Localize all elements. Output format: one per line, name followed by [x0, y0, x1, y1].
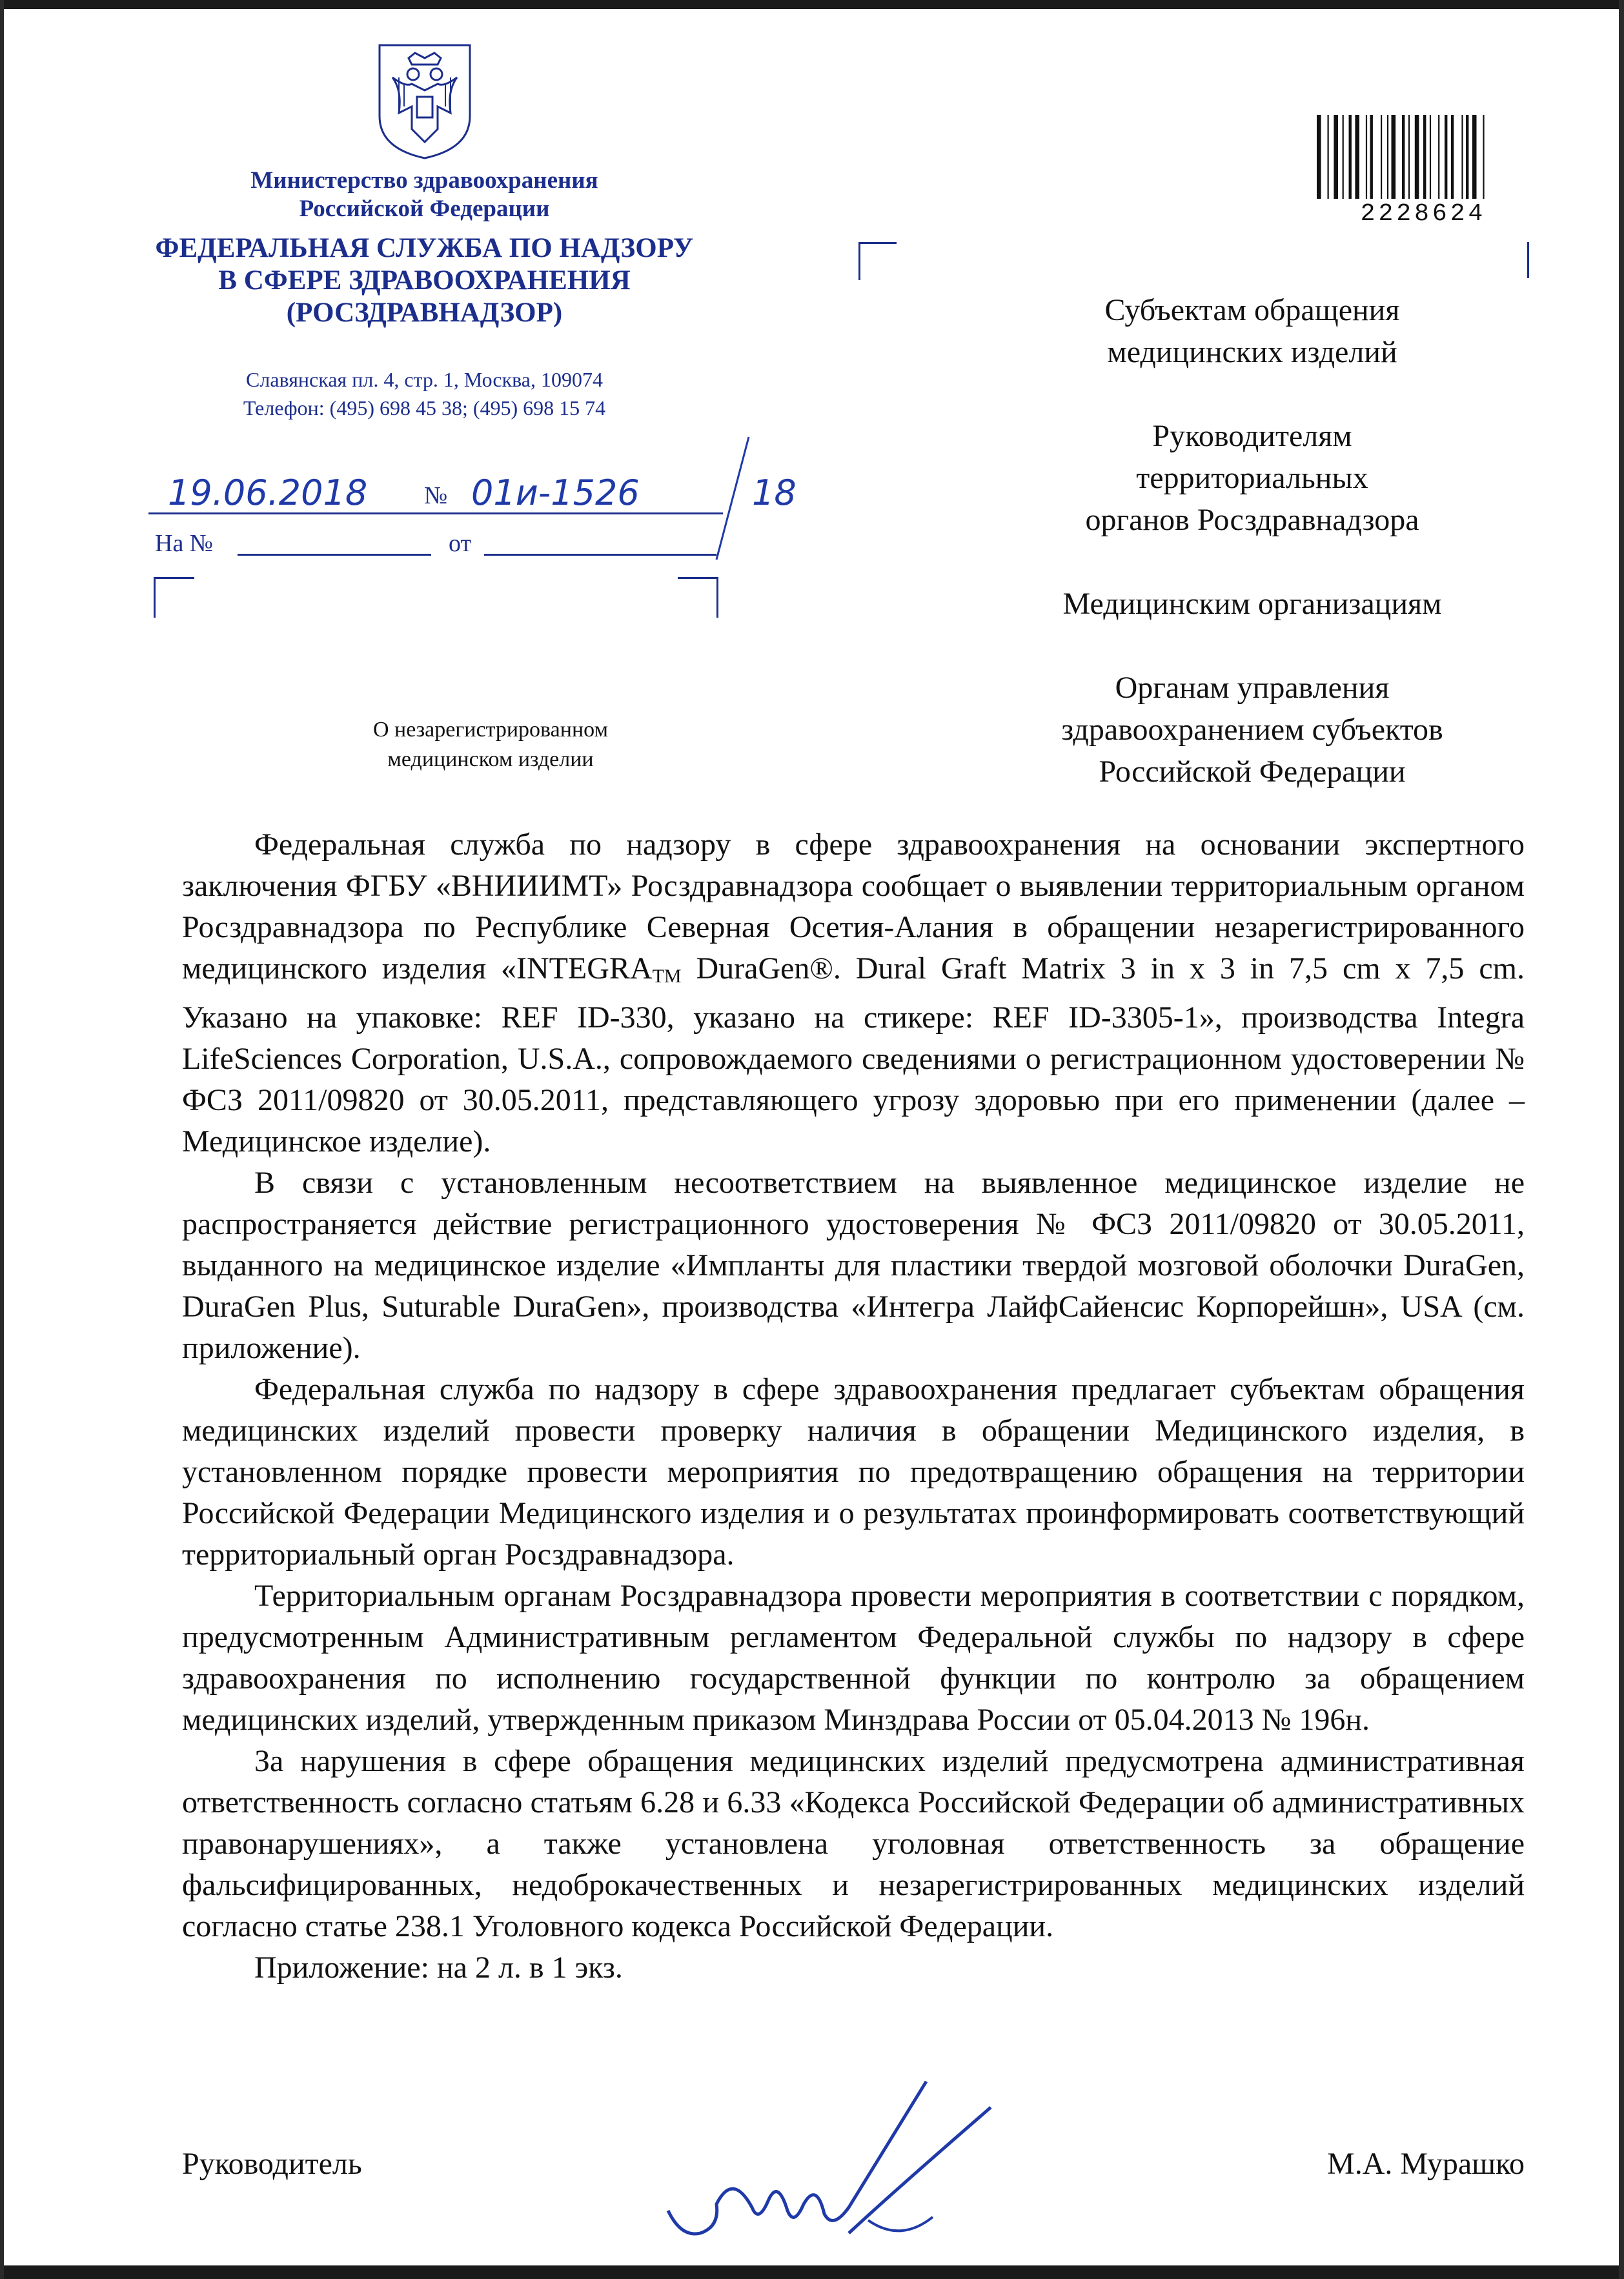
ministry-line-1: Министерство здравоохранения: [250, 167, 598, 194]
sender-address: [161, 365, 687, 422]
barcode-bar: [1334, 115, 1338, 199]
addressee-line: Органам управления: [1115, 671, 1390, 705]
reference-line: [155, 529, 723, 562]
addressee-line: медицинских изделий: [1107, 335, 1397, 369]
service-name: [116, 232, 733, 329]
reference-date-blank: [484, 554, 716, 556]
barcode-bar: [1317, 115, 1321, 199]
reference-from-label: от: [449, 530, 472, 557]
barcode-bar: [1402, 115, 1405, 199]
subject-bracket-right: [678, 577, 718, 618]
paragraph-1-part-a: Федеральная служба по надзору в сфере здравоохранения на основании экспертного заключения ФГБУ «ВНИИИМТ» Росздравнадзора сообщает о выявлении территориальным органом Росздравнадзора по Республике Северная Осетия-Алания в обращении незарегистрированного медицинского изделия «INTEGRA: [182, 827, 1525, 986]
barcode-number: 2228624: [1360, 200, 1487, 228]
registration-number: 01и-1526: [471, 472, 640, 513]
ministry-name: [161, 167, 687, 223]
barcode-bar: [1466, 115, 1468, 199]
signature-row: [182, 2146, 1525, 2191]
barcode-bar: [1438, 115, 1439, 199]
body-paragraph-3: Федеральная служба по надзору в сфере здравоохранения предлагает субъектам обращения медицинских изделий провести проверку наличия в обращении Медицинского изделия, в установленном порядке провести мероприятия по предотвращению обращения на территории Российской Федерации Медицинского изделия и о результатах проинформировать соответствующий территориальный орган Росздравнадзора.: [182, 1372, 1525, 1572]
registration-underline: [148, 512, 723, 514]
addressee-line: органов Росздравнадзора: [1085, 503, 1419, 537]
addressee-block: [929, 289, 1575, 373]
barcode-bar: [1392, 115, 1396, 199]
barcode-bar: [1366, 115, 1367, 199]
subject-line-2: медицинском изделии: [387, 747, 594, 771]
registration-date: 19.06.2018: [168, 472, 368, 513]
signatory-title: Руководитель: [182, 2147, 362, 2181]
addressee-block: [929, 667, 1575, 793]
body-paragraph-4: Территориальным органам Росздравнадзора провести мероприятия в соответствии с порядком, предусмотренным Административным регламентом Федеральной службы по надзору в сфере здравоохранения по исполнению государственной функции по контролю за обращением медицинских изделий, утвержденным приказом Минздрава России от 05.04.2013 № 196н.: [182, 1579, 1525, 1737]
addressee-block: [929, 415, 1575, 541]
address-line: Славянская пл. 4, стр. 1, Москва, 109074: [246, 368, 603, 391]
barcode-bar: [1472, 115, 1477, 199]
registration-number-label: №: [424, 482, 448, 509]
barcode-bar: [1370, 115, 1373, 199]
attachment-note: Приложение: на 2 л. в 1 экз.: [254, 1950, 623, 1985]
barcode-bar: [1445, 115, 1447, 199]
coat-of-arms-icon: [373, 39, 476, 161]
service-line-1: ФЕДЕРАЛЬНАЯ СЛУЖБА ПО НАДЗОРУ: [155, 233, 694, 263]
barcode-bar: [1343, 115, 1344, 199]
body-paragraph-5: За нарушения в сфере обращения медицинских изделий предусмотрена административная ответственность согласно статьям 6.28 и 6.33 «Кодекса Российской Федерации об административных правонарушениях», а также установлена уголовная ответственность за обращение фальсифицированных, недоброкачественных и незарегистрированных медицинских изделий согласно статье 238.1 Уголовного кодекса Российской Федерации.: [182, 1744, 1525, 1943]
scan-edge-left: [0, 0, 4, 2279]
barcode-bar: [1430, 115, 1431, 199]
addressee-line: Руководителям: [1152, 419, 1352, 453]
barcode-bar: [1355, 115, 1359, 199]
letter-subject: [258, 715, 723, 775]
barcode-bar: [1381, 115, 1382, 199]
barcode-bar: [1451, 115, 1454, 199]
registration-number-suffix: 18: [752, 472, 797, 513]
registration-line: [148, 472, 797, 519]
service-line-2: В СФЕРЕ ЗДРАВООХРАНЕНИЯ: [218, 265, 631, 296]
reference-label: На №: [155, 530, 214, 557]
reference-number-blank: [238, 554, 431, 556]
service-line-3: (РОСЗДРАВНАДЗОР): [286, 298, 563, 328]
signatory-name: М.А. Мурашко: [1327, 2147, 1525, 2181]
body-paragraph-2: В связи с установленным несоответствием на выявленное медицинское изделие не распространяется действие регистрационного удостоверения № ФСЗ 2011/09820 от 30.05.2011, выданного на медицинское изделие «Импланты для пластики твердой мозговой оболочки DuraGen, DuraGen Plus, Suturable DuraGen», производства «Интегра ЛайфСайенсис Корпорейшн», USA (см. приложение).: [182, 1166, 1525, 1365]
barcode-bar: [1349, 115, 1352, 199]
paragraph-1-part-b: DuraGen®. Dural Graft Matrix 3 in x 3 in 7,5 cm x 7,5 cm. Указано на упаковке: REF ID-330, указано на стикере: REF ID-3305-1», производства Integra LifeSciences Corporation, U.S.A., сопровождаемого сведениями о регистрационном удостоверении № ФСЗ 2011/09820 от 30.05.2011, представляющего угрозу здоровью при его применении (далее – Медицинское изделие).: [182, 951, 1525, 1159]
barcode-bar: [1415, 115, 1419, 199]
body-paragraph-1: [182, 824, 1525, 1162]
barcode-bar: [1483, 115, 1484, 199]
scan-edge-top: [0, 0, 1624, 9]
addressee-bracket-right: [1491, 242, 1529, 278]
addressee-line: территориальных: [1136, 461, 1368, 495]
barcode-bar: [1423, 115, 1426, 199]
phone-line: Телефон: (495) 698 45 38; (495) 698 15 74: [243, 396, 606, 420]
scan-edge-right: [1619, 0, 1624, 2279]
addressee-bracket-left: [858, 242, 897, 280]
subject-line-1: О незарегистрированном: [372, 718, 609, 742]
barcode-bar: [1387, 115, 1388, 199]
letter-body: [182, 824, 1525, 1989]
addressee-line: Российской Федерации: [1099, 755, 1406, 789]
barcode-bar: [1408, 115, 1410, 199]
barcode-bar: [1328, 115, 1329, 199]
addressee-block: [929, 583, 1575, 625]
ministry-line-2: Российской Федерации: [299, 196, 550, 222]
addressee-list: [929, 289, 1575, 793]
barcode: [1317, 115, 1530, 199]
addressee-line: Медицинским организациям: [1062, 587, 1442, 621]
subject-bracket-left: [154, 577, 194, 618]
addressee-line: Субъектам обращения: [1104, 293, 1400, 327]
scan-edge-bottom: [0, 2265, 1624, 2279]
addressee-line: здравоохранением субъектов: [1061, 713, 1443, 747]
trademark-subscript: TM: [652, 966, 682, 987]
barcode-bar: [1461, 115, 1463, 199]
